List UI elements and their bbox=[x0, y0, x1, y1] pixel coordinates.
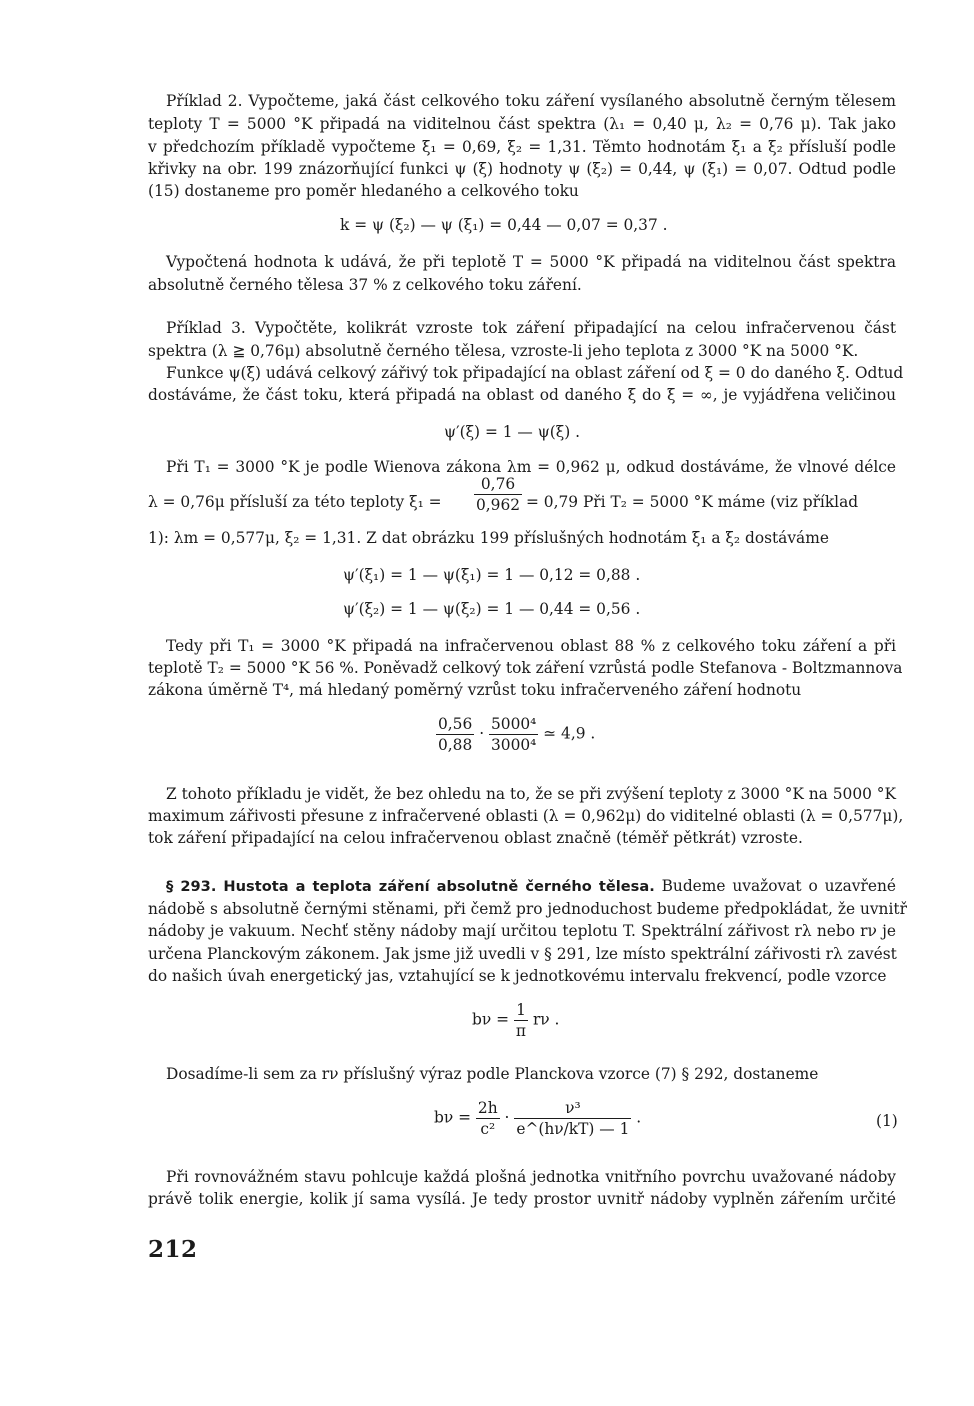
equation-xi1: ψ′(ξ₁) = 1 — ψ(ξ₁) = 1 — 0,12 = 0,88 . bbox=[343, 566, 641, 584]
ratio-numerator-2: 5000⁴ bbox=[491, 715, 537, 733]
ratio-result: ≃ 4,9 . bbox=[543, 724, 596, 743]
tedy-line-1: Tedy při T₁ = 3000 °K připadá na infračervenou oblast 88 % z celkového toku záření a při bbox=[166, 637, 896, 655]
wien-line: Při T₁ = 3000 °K je podle Wienova zákona λm = 0,962 μ, odkud dostáváme, že vlnové délce bbox=[166, 458, 896, 476]
example2-after-1: Vypočtená hodnota k udává, že při teplotě T = 5000 °K připadá na viditelnou část spektra bbox=[166, 253, 896, 271]
example2-line-5: (15) dostaneme pro poměr hledaného a celkového toku bbox=[148, 182, 579, 200]
equation-1-lhs: bν = bbox=[434, 1108, 471, 1127]
xi-fraction-numerator: 0,76 bbox=[474, 474, 522, 495]
conclusion-line-1: Z tohoto příkladu je vidět, že bez ohledu na to, že se při zvýšení teploty z 3000 °K na 5000 °K bbox=[166, 785, 896, 803]
equation-1-number: (1) bbox=[876, 1112, 898, 1130]
final-line-1: Při rovnovážném stavu pohlcuje každá plošná jednotka vnitřního povrchu uvažované nádoby bbox=[166, 1168, 896, 1186]
equation-1-end: . bbox=[636, 1108, 642, 1127]
equation-1: bν = $\frac{2h}{\text{c²}}$ · $\frac{\text{ν³}}{e\^{}(h\nu/kT) — 1}$ . bbox=[434, 1099, 642, 1138]
ratio-numerator-1: 0,56 bbox=[438, 715, 473, 733]
example3-line-2: spektra (λ ≧ 0,76μ) absolutně černého tělesa, vzroste-li jeho teplota z 3000 °K na 5000 °K. bbox=[148, 342, 859, 360]
equation-1-numerator-2: ν³ bbox=[514, 1098, 631, 1119]
section-heading-rest: Budeme uvažovat o uzavřené bbox=[661, 877, 896, 895]
section-heading: § 293. Hustota a teplota záření absolutně černého tělesa. bbox=[166, 878, 655, 895]
xi-line-b: = 0,79 Při T₂ = 5000 °K máme (viz příklad bbox=[526, 493, 859, 511]
equation-b bbox=[472, 1000, 559, 1041]
example3-line-4: dostáváme, že část toku, která připadá na oblast od daného ξ do ξ = ∞, je vyjádřena veličinou bbox=[148, 386, 896, 404]
dosadime-line: Dosadíme-li sem za rν příslušný výraz podle Planckova vzorce (7) § 292, dostaneme bbox=[166, 1065, 819, 1083]
ratio-equation: $\frac{0,56}{0,88}$ · $\frac{\text{5000⁴}}{\text{3000⁴}}$ ≃ 4,9 . bbox=[438, 715, 596, 754]
section-line-1: nádobě s absolutně černými stěnami, při čemž pro jednoduchost budeme předpokládat, že uvnitř bbox=[148, 900, 907, 918]
conclusion-line-3: tok záření připadající na celou infračervenou oblast značně (téměř pětkrát) vzroste. bbox=[148, 829, 803, 847]
example3-line-3: Funkce ψ(ξ) udává celkový zářivý tok připadající na oblast záření od ξ = 0 do daného ξ. Odtud bbox=[166, 364, 904, 382]
ratio-denominator-2: 3000⁴ bbox=[491, 736, 537, 754]
equation-k: k = ψ (ξ₂) — ψ (ξ₁) = 0,44 — 0,07 = 0,37 . bbox=[340, 216, 668, 234]
section-line-2: nádoby je vakuum. Nechť stěny nádoby mají určitou teplotu T. Spektrální zářivost rλ nebo rν je bbox=[148, 922, 896, 940]
conclusion-line-2: maximum zářivosti přesune z infračervené oblasti (λ = 0,962μ) do viditelné oblasti (λ = 0,577μ), bbox=[148, 807, 904, 825]
page-number: 212 bbox=[148, 1236, 198, 1263]
equation-1-denominator-1: c² bbox=[480, 1120, 496, 1138]
equation-1-numerator-1: 2h bbox=[477, 1099, 498, 1117]
section-line-4: do našich úvah energetický jas, vztahující se k jednotkovému intervalu frekvencí, podle vzorce bbox=[148, 967, 887, 985]
example2-line-4: křivky na obr. 199 znázorňující funkci ψ (ξ) hodnoty ψ (ξ₂) = 0,44, ψ (ξ₁) = 0,07. Odtud podle bbox=[148, 160, 896, 178]
tedy-line-2: teplotě T₂ = 5000 °K 56 %. Poněvadž celkový tok záření vzrůstá podle Stefanova - Boltzmannova bbox=[148, 659, 903, 677]
xi-line-c: 1): λm = 0,577μ, ξ₂ = 1,31. Z dat obrázku 199 příslušných hodnotám ξ₁ a ξ₂ dostáváme bbox=[148, 529, 829, 547]
equation-b-rhs: rν . bbox=[532, 1010, 560, 1029]
example3-line-1: Příklad 3. Vypočtěte, kolikrát vzroste tok záření připadající na celou infračervenou část bbox=[166, 319, 896, 337]
section-heading-line bbox=[166, 875, 896, 898]
xi-fraction-denominator: 0,962 bbox=[476, 496, 521, 514]
example2-line-3: v předchozím příkladě vypočteme ξ₁ = 0,69, ξ₂ = 1,31. Těmto hodnotám ξ₁ a ξ₂ přísluší podle bbox=[148, 138, 896, 156]
xi-fraction bbox=[474, 474, 522, 515]
equation-b-denominator: π bbox=[515, 1022, 527, 1040]
equation-1-denominator-2: e^(hν/kT) — 1 bbox=[516, 1120, 630, 1138]
example2-line-2: teploty T = 5000 °K připadá na viditelnou část spektra (λ₁ = 0,40 μ, λ₂ = 0,76 μ). Tak jako bbox=[148, 115, 896, 133]
ratio-denominator-1: 0,88 bbox=[438, 736, 473, 754]
final-line-2: právě tolik energie, kolik jí sama vysílá. Je tedy prostor uvnitř nádoby vyplněn zářením určité bbox=[148, 1190, 896, 1208]
equation-xi2: ψ′(ξ₂) = 1 — ψ(ξ₂) = 1 — 0,44 = 0,56 . bbox=[343, 600, 641, 618]
example2-after-2: absolutně černého tělesa 37 % z celkového toku záření. bbox=[148, 276, 582, 294]
equation-psi-prime: ψ′(ξ) = 1 — ψ(ξ) . bbox=[444, 423, 581, 441]
xi-line-a: λ = 0,76μ přísluší za této teploty ξ₁ = bbox=[148, 493, 442, 511]
equation-b-numerator: 1 bbox=[514, 1000, 528, 1021]
example2-line-1: Příklad 2. Vypočteme, jaká část celkového toku záření vysílaného absolutně černým tělesem bbox=[166, 92, 896, 110]
tedy-line-3: zákona úměrně T⁴, má hledaný poměrný vzrůst toku infračerveného záření hodnotu bbox=[148, 681, 802, 699]
section-line-3: určena Planckovým zákonem. Jak jsme již uvedli v § 291, lze místo spektrální zářivosti rλ zavést bbox=[148, 945, 897, 963]
equation-b-lhs: bν = bbox=[472, 1010, 509, 1029]
